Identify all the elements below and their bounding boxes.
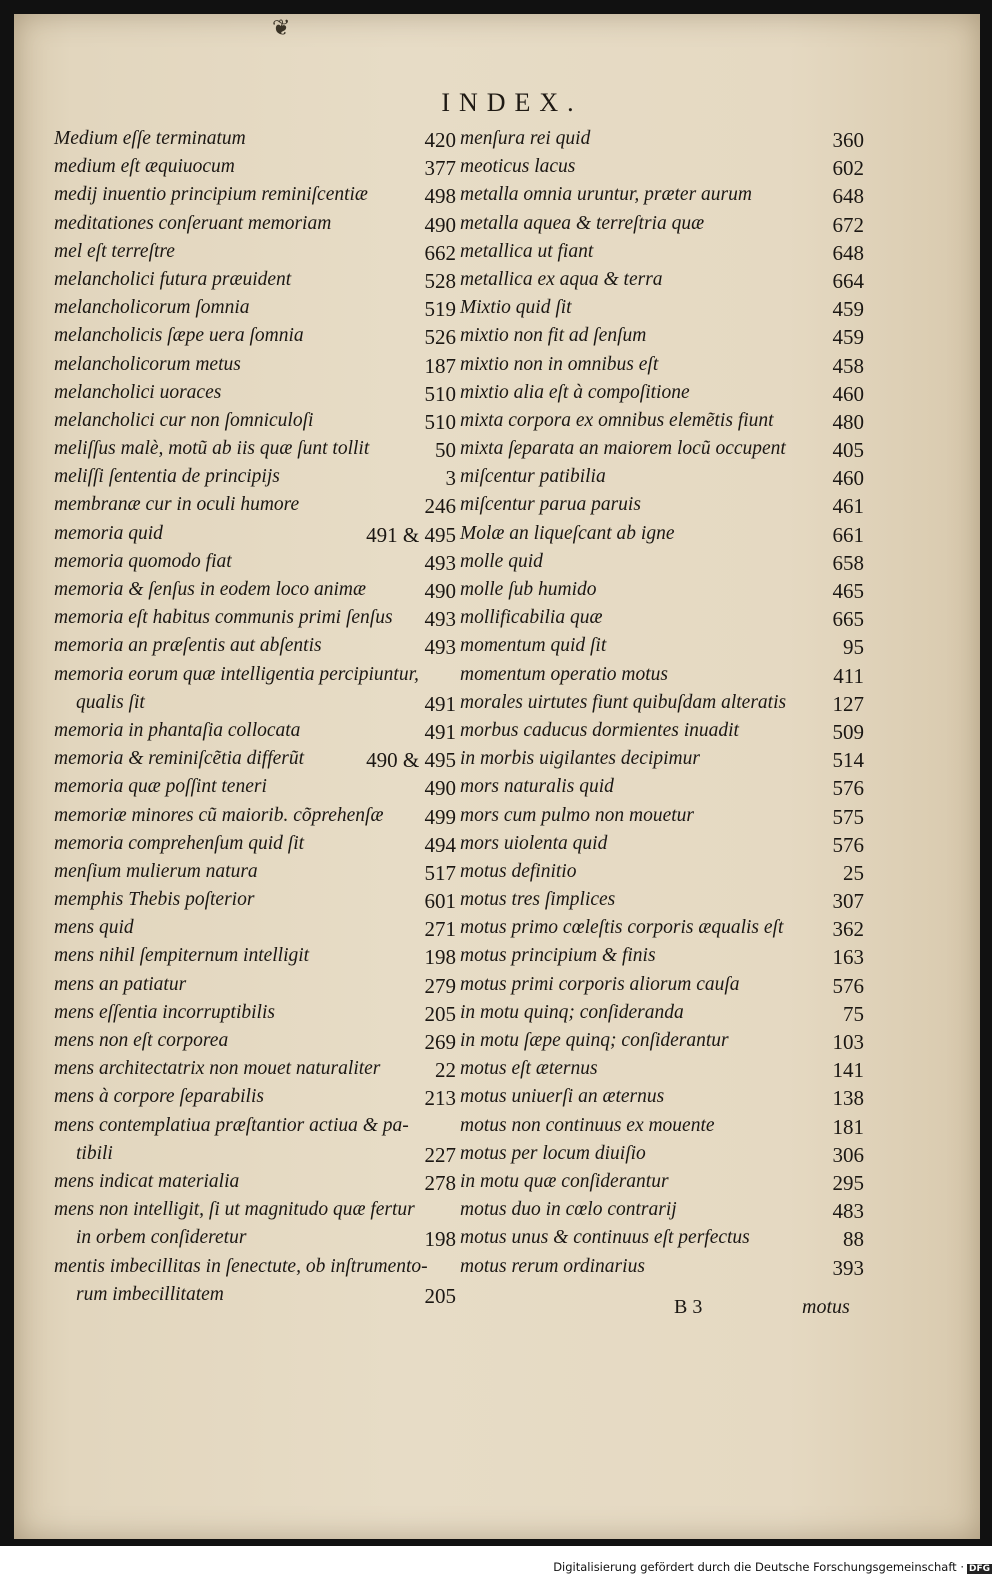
index-term: mens à corpore ſeparabilis bbox=[54, 1086, 264, 1108]
index-page-number: 490 bbox=[424, 776, 456, 801]
index-term: memoria & ſenſus in eodem loco animæ bbox=[54, 579, 366, 600]
index-entry bbox=[460, 241, 864, 269]
page-title: INDEX. bbox=[441, 88, 583, 117]
index-page-number: 509 bbox=[832, 719, 864, 744]
index-entry bbox=[54, 1256, 456, 1284]
index-term: mors naturalis quid bbox=[460, 776, 614, 798]
index-entry bbox=[460, 945, 864, 973]
index-term: mollificabilia quæ bbox=[460, 607, 603, 629]
index-page-number: 517 bbox=[424, 860, 456, 885]
index-page-number: 198 bbox=[424, 1227, 456, 1252]
index-term: mens architectatrix non mouet naturaliter bbox=[54, 1058, 381, 1080]
index-term: meliſſus malè, motũ ab iis quæ ſunt tollit bbox=[54, 438, 370, 460]
index-entry bbox=[54, 325, 456, 353]
index-entry bbox=[54, 833, 456, 861]
book-page bbox=[14, 14, 980, 1539]
index-term: memoriæ minores cũ maiorib. cõprehenſæ bbox=[54, 804, 384, 826]
index-term: motus eſt æternus bbox=[460, 1058, 598, 1080]
index-entry bbox=[54, 523, 456, 551]
index-page-number: 278 bbox=[424, 1170, 456, 1195]
index-page-number: 460 bbox=[832, 466, 864, 491]
index-entry bbox=[460, 1256, 864, 1284]
index-page-number: 459 bbox=[832, 297, 864, 322]
index-page-number: 576 bbox=[832, 973, 864, 998]
index-page-number: 602 bbox=[832, 156, 864, 181]
index-entry bbox=[460, 664, 864, 692]
index-entry bbox=[54, 1199, 456, 1227]
index-page-number: 491 & 495 bbox=[366, 522, 456, 547]
index-term: metalla aquea & terreſtria quæ bbox=[460, 212, 705, 234]
index-term: mens contemplatiua præſtantior actiua & pa- bbox=[54, 1114, 409, 1136]
index-entry bbox=[54, 297, 456, 325]
index-entry bbox=[54, 466, 456, 494]
index-entry bbox=[460, 861, 864, 889]
index-entry bbox=[460, 466, 864, 494]
index-page-number: 22 bbox=[435, 1058, 456, 1083]
index-entry bbox=[54, 494, 456, 522]
index-term: Medium eſſe terminatum bbox=[54, 128, 246, 149]
index-entry bbox=[54, 213, 456, 241]
index-page-number: 575 bbox=[832, 804, 864, 829]
index-page-number: 50 bbox=[435, 438, 456, 463]
index-term: memphis Thebis poſterior bbox=[54, 889, 255, 911]
index-entry bbox=[460, 1086, 864, 1114]
index-term: mens eſſentia incorruptibilis bbox=[54, 1001, 275, 1023]
index-entry bbox=[460, 635, 864, 663]
index-term: memoria quomodo fiat bbox=[54, 550, 232, 572]
credit-text: Digitalisierung gefördert durch die Deutsche Forschungsgemeinschaft · bbox=[553, 1560, 964, 1574]
index-entry bbox=[54, 156, 456, 184]
index-entry bbox=[460, 1171, 864, 1199]
digitization-credit bbox=[553, 1560, 992, 1574]
signature-mark: B 3 bbox=[674, 1296, 703, 1318]
index-term: momentum operatio motus bbox=[460, 663, 668, 685]
index-page-number: 662 bbox=[424, 240, 456, 265]
index-entry bbox=[460, 1058, 864, 1086]
index-term: mixta corpora ex omnibus elemẽtis fiunt bbox=[460, 409, 774, 431]
index-entry bbox=[54, 692, 456, 720]
index-entry bbox=[460, 213, 864, 241]
index-term: melancholici futura præuident bbox=[54, 268, 292, 290]
index-entry bbox=[54, 720, 456, 748]
index-entry bbox=[460, 1030, 864, 1058]
index-entry bbox=[460, 748, 864, 776]
index-page-number: 420 bbox=[424, 128, 456, 152]
index-term: Mixtio quid ſit bbox=[460, 297, 572, 319]
index-page-number: 246 bbox=[424, 494, 456, 519]
index-term: in motu quinq; conſideranda bbox=[460, 1001, 684, 1023]
index-term: menſura rei quid bbox=[460, 128, 591, 149]
index-term: meliſſi ſententia de principijs bbox=[54, 466, 280, 488]
index-term: motus per locum diuiſio bbox=[460, 1142, 646, 1164]
index-entry bbox=[460, 607, 864, 635]
index-entry bbox=[460, 974, 864, 1002]
index-page-number: 25 bbox=[843, 860, 864, 885]
index-page-number: 526 bbox=[424, 325, 456, 350]
index-term: melancholici cur non ſomniculoſi bbox=[54, 409, 314, 431]
index-page-number: 514 bbox=[832, 748, 864, 773]
index-term: qualis ſit bbox=[76, 691, 145, 713]
index-entry bbox=[54, 128, 456, 156]
index-page-number: 362 bbox=[832, 917, 864, 942]
index-entry bbox=[54, 776, 456, 804]
index-entry bbox=[460, 269, 864, 297]
index-page-number: 187 bbox=[424, 353, 456, 378]
index-entry bbox=[460, 551, 864, 579]
index-term: melancholicorum ſomnia bbox=[54, 297, 250, 319]
index-entry bbox=[54, 1030, 456, 1058]
index-page-number: 3 bbox=[445, 466, 456, 491]
index-entry bbox=[460, 1115, 864, 1143]
index-page-number: 295 bbox=[832, 1170, 864, 1195]
index-term: mens an patiatur bbox=[54, 973, 187, 995]
index-term: in motu quæ conſiderantur bbox=[460, 1170, 669, 1192]
index-term: meoticus lacus bbox=[460, 156, 576, 178]
index-term: mors cum pulmo non mouetur bbox=[460, 804, 694, 826]
index-term: metallica ut fiant bbox=[460, 240, 594, 262]
index-entry bbox=[460, 325, 864, 353]
index-entry bbox=[460, 354, 864, 382]
index-term: motus rerum ordinarius bbox=[460, 1255, 645, 1277]
index-entry bbox=[460, 692, 864, 720]
index-entry bbox=[460, 917, 864, 945]
index-page-number: 576 bbox=[832, 776, 864, 801]
index-term: memoria & reminiſcẽtia differũt bbox=[54, 748, 305, 770]
index-term: molle quid bbox=[460, 550, 543, 572]
index-term: memoria eſt habitus communis primi ſenſus bbox=[54, 607, 393, 629]
index-page-number: 490 bbox=[424, 212, 456, 237]
index-page-number: 510 bbox=[424, 409, 456, 434]
index-page-number: 465 bbox=[832, 579, 864, 603]
index-page-number: 483 bbox=[832, 1199, 864, 1224]
index-page-number: 648 bbox=[832, 240, 864, 265]
index-entry bbox=[460, 382, 864, 410]
index-term: mens quid bbox=[54, 917, 134, 939]
index-term: mens non intelligit, ſi ut magnitudo quæ fertur bbox=[54, 1199, 415, 1221]
index-entry bbox=[54, 269, 456, 297]
index-term: in motu ſæpe quinq; conſiderantur bbox=[460, 1030, 729, 1051]
index-term: Molæ an liqueſcant ab igne bbox=[460, 522, 675, 544]
index-term: molle ſub humido bbox=[460, 579, 597, 600]
index-page-number: 198 bbox=[424, 945, 456, 970]
index-page-number: 279 bbox=[424, 973, 456, 998]
index-page-number: 672 bbox=[832, 212, 864, 237]
index-entry bbox=[54, 551, 456, 579]
index-page-number: 405 bbox=[832, 438, 864, 463]
index-term: rum imbecillitatem bbox=[76, 1283, 224, 1305]
index-term: memoria eorum quæ intelligentia percipiuntur, bbox=[54, 663, 419, 685]
index-page-number: 360 bbox=[832, 128, 864, 152]
index-page-number: 494 bbox=[424, 832, 456, 857]
index-entry bbox=[460, 128, 864, 156]
index-page-number: 601 bbox=[424, 889, 456, 914]
index-page-number: 213 bbox=[424, 1086, 456, 1111]
index-entry bbox=[54, 974, 456, 1002]
index-term: menſium mulierum natura bbox=[54, 860, 258, 882]
index-term: mors uiolenta quid bbox=[460, 832, 608, 854]
index-term: metallica ex aqua & terra bbox=[460, 268, 663, 290]
index-page-number: 306 bbox=[832, 1142, 864, 1167]
index-term: motus uniuerſi an æternus bbox=[460, 1086, 665, 1108]
index-page-number: 459 bbox=[832, 325, 864, 350]
index-term: melancholicorum metus bbox=[54, 353, 241, 375]
ornament-glyph: ❦ bbox=[272, 16, 291, 41]
index-page-number: 95 bbox=[843, 635, 864, 660]
index-entry bbox=[54, 1227, 456, 1255]
index-entry bbox=[54, 1002, 456, 1030]
index-entry bbox=[54, 748, 456, 776]
index-term: medium eſt æquiuocum bbox=[54, 156, 235, 178]
index-term: mens indicat materialia bbox=[54, 1170, 240, 1192]
index-term: memoria an præſentis aut abſentis bbox=[54, 635, 322, 657]
index-term: motus definitio bbox=[460, 860, 577, 882]
index-entry bbox=[54, 635, 456, 663]
index-entry bbox=[460, 1199, 864, 1227]
index-entry bbox=[460, 833, 864, 861]
index-term: in morbis uigilantes decipimur bbox=[460, 748, 700, 770]
index-page-number: 491 bbox=[424, 691, 456, 716]
index-page-number: 658 bbox=[832, 550, 864, 575]
index-page-number: 411 bbox=[833, 663, 864, 688]
index-term: motus unus & continuus eſt perfectus bbox=[460, 1227, 750, 1249]
index-entry bbox=[460, 1227, 864, 1255]
index-page-number: 393 bbox=[832, 1255, 864, 1280]
index-term: melancholicis ſæpe uera ſomnia bbox=[54, 325, 304, 347]
index-page-number: 661 bbox=[832, 522, 864, 547]
index-page-number: 493 bbox=[424, 607, 456, 632]
index-page-number: 307 bbox=[832, 889, 864, 914]
index-term: in orbem conſideretur bbox=[76, 1227, 247, 1249]
index-entry bbox=[460, 438, 864, 466]
index-term: motus primo cœleſtis corporis æqualis eſt bbox=[460, 917, 784, 939]
catchword: motus bbox=[802, 1296, 850, 1318]
index-page-number: 205 bbox=[424, 1001, 456, 1026]
index-term: memoria in phantaſia collocata bbox=[54, 719, 301, 741]
index-page-number: 271 bbox=[424, 917, 456, 942]
index-entry bbox=[54, 607, 456, 635]
index-entry bbox=[460, 889, 864, 917]
index-entry bbox=[460, 297, 864, 325]
index-page-number: 205 bbox=[424, 1283, 456, 1308]
index-entry bbox=[460, 579, 864, 607]
index-entry bbox=[54, 861, 456, 889]
index-term: melancholici uoraces bbox=[54, 381, 222, 403]
index-entry bbox=[54, 438, 456, 466]
index-entry bbox=[460, 410, 864, 438]
index-entry bbox=[460, 1143, 864, 1171]
index-entry bbox=[54, 917, 456, 945]
index-page-number: 377 bbox=[424, 156, 456, 181]
index-page-number: 493 bbox=[424, 635, 456, 660]
index-page-number: 519 bbox=[424, 297, 456, 322]
dfg-logo: DFG bbox=[968, 1564, 990, 1574]
index-page-number: 269 bbox=[424, 1030, 456, 1054]
index-entry bbox=[54, 1284, 456, 1312]
index-term: mixtio alia eſt à compoſitione bbox=[460, 381, 690, 403]
index-entry bbox=[54, 1143, 456, 1171]
index-page-number: 510 bbox=[424, 381, 456, 406]
index-entry bbox=[54, 241, 456, 269]
index-page-number: 461 bbox=[832, 494, 864, 519]
index-entry bbox=[54, 410, 456, 438]
index-entry bbox=[460, 523, 864, 551]
index-page-number: 141 bbox=[832, 1058, 864, 1083]
index-entry bbox=[54, 1058, 456, 1086]
index-entry bbox=[460, 1002, 864, 1030]
index-page-number: 460 bbox=[832, 381, 864, 406]
index-page-number: 88 bbox=[843, 1227, 864, 1252]
index-entry bbox=[54, 945, 456, 973]
index-page-number: 490 bbox=[424, 579, 456, 603]
index-term: memoria quæ poſſint teneri bbox=[54, 776, 267, 798]
index-term: mixta ſeparata an maiorem locũ occupent bbox=[460, 438, 786, 460]
index-page-number: 664 bbox=[832, 268, 864, 293]
index-column-left bbox=[54, 128, 456, 1312]
index-term: mixtio non fit ad ſenſum bbox=[460, 325, 647, 347]
index-page-number: 665 bbox=[832, 607, 864, 632]
index-entry bbox=[54, 184, 456, 212]
index-page-number: 103 bbox=[832, 1030, 864, 1054]
index-page-number: 227 bbox=[424, 1142, 456, 1167]
index-entry bbox=[460, 184, 864, 212]
index-entry bbox=[54, 889, 456, 917]
index-page-number: 480 bbox=[832, 409, 864, 434]
index-term: meditationes conſeruant memoriam bbox=[54, 212, 332, 234]
index-entry bbox=[54, 579, 456, 607]
index-page-number: 528 bbox=[424, 268, 456, 293]
index-column-right bbox=[460, 128, 864, 1284]
index-term: motus tres ſimplices bbox=[460, 889, 616, 911]
index-entry bbox=[54, 1171, 456, 1199]
index-entry bbox=[460, 776, 864, 804]
index-entry bbox=[54, 805, 456, 833]
index-term: membranæ cur in oculi humore bbox=[54, 494, 300, 516]
index-term: memoria quid bbox=[54, 522, 163, 544]
index-page-number: 499 bbox=[424, 804, 456, 829]
index-page-number: 163 bbox=[832, 945, 864, 970]
index-page-number: 491 bbox=[424, 719, 456, 744]
index-term: mel eſt terreſtre bbox=[54, 240, 175, 262]
index-page-number: 648 bbox=[832, 184, 864, 209]
index-page-number: 498 bbox=[424, 184, 456, 209]
index-page-number: 576 bbox=[832, 832, 864, 857]
index-term: morbus caducus dormientes inuadit bbox=[460, 719, 739, 741]
index-term: metalla omnia uruntur, præter aurum bbox=[460, 184, 752, 206]
index-entry bbox=[54, 382, 456, 410]
index-term: mens nihil ſempiternum intelligit bbox=[54, 945, 310, 967]
index-term: miſcentur patibilia bbox=[460, 466, 606, 488]
index-entry bbox=[460, 494, 864, 522]
index-page-number: 490 & 495 bbox=[366, 748, 456, 773]
index-term: mixtio non in omnibus eſt bbox=[460, 353, 659, 375]
index-term: miſcentur parua paruis bbox=[460, 494, 641, 516]
index-entry bbox=[54, 1086, 456, 1114]
index-entry bbox=[460, 720, 864, 748]
index-page-number: 75 bbox=[843, 1001, 864, 1026]
index-term: morales uirtutes fiunt quibuſdam alteratis bbox=[460, 691, 787, 713]
index-term: memoria comprehenſum quid ſit bbox=[54, 832, 305, 854]
index-term: momentum quid ſit bbox=[460, 635, 607, 657]
index-term: mens non eſt corporea bbox=[54, 1030, 229, 1051]
index-entry bbox=[54, 1115, 456, 1143]
index-term: motus principium & finis bbox=[460, 945, 656, 967]
index-page-number: 493 bbox=[424, 550, 456, 575]
index-entry bbox=[460, 156, 864, 184]
index-entry bbox=[460, 805, 864, 833]
index-page-number: 138 bbox=[832, 1086, 864, 1111]
index-term: tibili bbox=[76, 1142, 113, 1164]
index-term: motus non continuus ex mouente bbox=[460, 1114, 715, 1136]
index-term: motus duo in cœlo contrarij bbox=[460, 1199, 677, 1221]
index-page-number: 127 bbox=[832, 691, 864, 716]
index-page-number: 181 bbox=[832, 1114, 864, 1139]
index-entry bbox=[54, 664, 456, 692]
index-term: motus primi corporis aliorum cauſa bbox=[460, 973, 740, 995]
index-term: mentis imbecillitas in ſenectute, ob inſtrumento- bbox=[54, 1255, 428, 1277]
index-page-number: 458 bbox=[832, 353, 864, 378]
index-term: medij inuentio principium reminiſcentiæ bbox=[54, 184, 368, 206]
index-entry bbox=[54, 354, 456, 382]
